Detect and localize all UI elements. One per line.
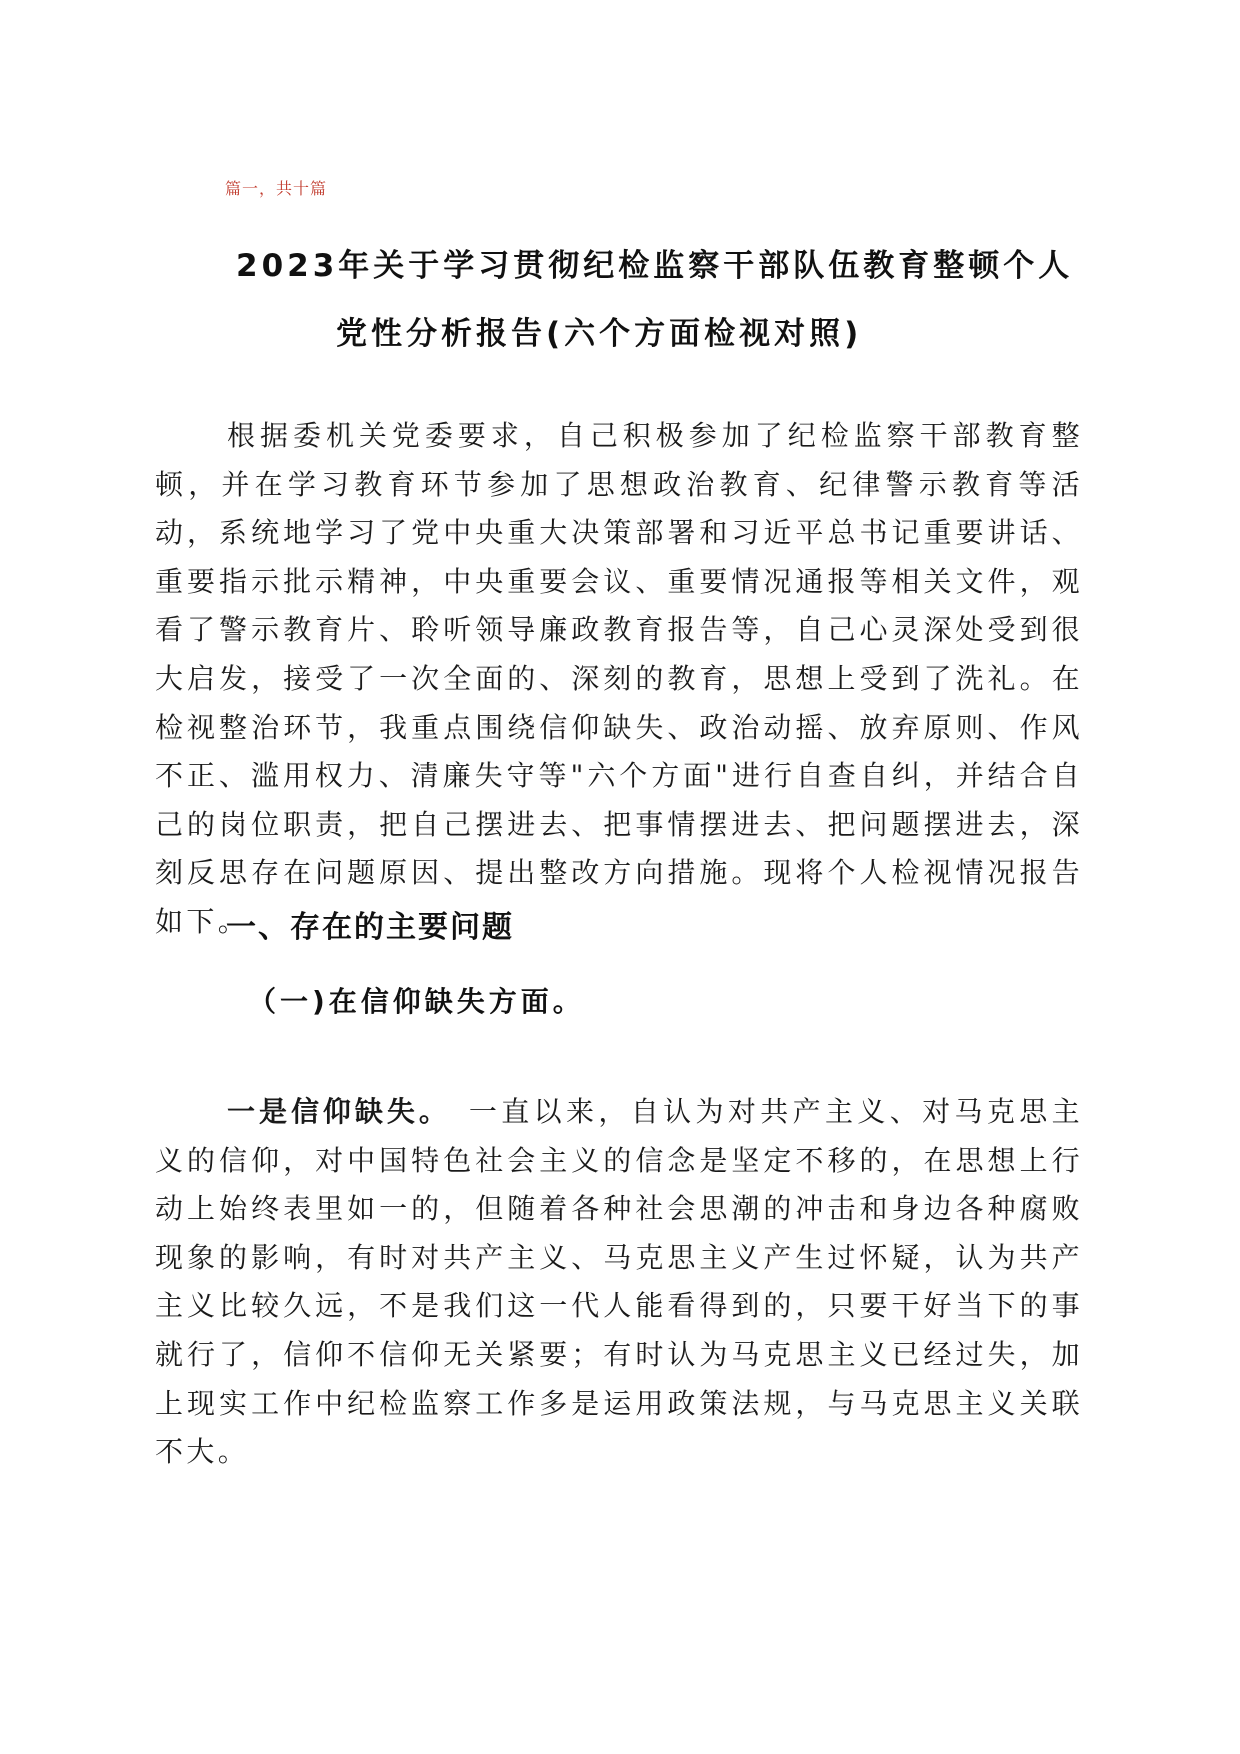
document-title-line-1: 2023年关于学习贯彻纪检监察干部队伍教育整顿个人 xyxy=(236,248,1074,284)
item-text: 一直以来，自认为对共产主义、对马克思主义的信仰，对中国特色社会主义的信念是坚定不移的，在思想上行动上始终表里如一的，但随着各种社会思潮的冲击和身边各种腐败现象的影响，有时对共产主义、马克思主义产生过怀疑，认为共产主义比较久远，不是我们这一代人能看得到的，只要干好当下的事就行了，信仰不信仰无关紧要；有时认为马克思主义已经过失，加上现实工作中纪检监察工作多是运用政策法规，与马克思主义关联不大。 xyxy=(155,1095,1083,1469)
subsection-heading: （一)在信仰缺失方面。 xyxy=(248,985,585,1018)
item-lead: 一是信仰缺失。 xyxy=(227,1095,451,1128)
document-title-line-2: 党性分析报告(六个方面检视对照) xyxy=(336,316,863,352)
section-heading: 一、存在的主要问题 xyxy=(226,910,514,945)
item-paragraph xyxy=(155,1088,1083,1477)
intro-paragraph: 根据委机关党委要求，自己积极参加了纪检监察干部教育整顿，并在学习教育环节参加了思想政治教育、纪律警示教育等活动，系统地学习了党中央重大决策部署和习近平总书记重要讲话、重要指示批示精神，中央重要会议、重要情况通报等相关文件，观看了警示教育片、聆听领导廉政教育报告等，自己心灵深处受到很大启发，接受了一次全面的、深刻的教育，思想上受到了洗礼。在检视整治环节，我重点围绕信仰缺失、政治动摇、放弃原则、作风不正、滥用权力、清廉失守等"六个方面"进行自查自纠，并结合自己的岗位职责，把自己摆进去、把事情摆进去、把问题摆进去，深刻反思存在问题原因、提出整改方向措施。现将个人检视情况报告如下。 xyxy=(155,419,1083,938)
series-note: 篇一，共十篇 xyxy=(225,179,328,198)
